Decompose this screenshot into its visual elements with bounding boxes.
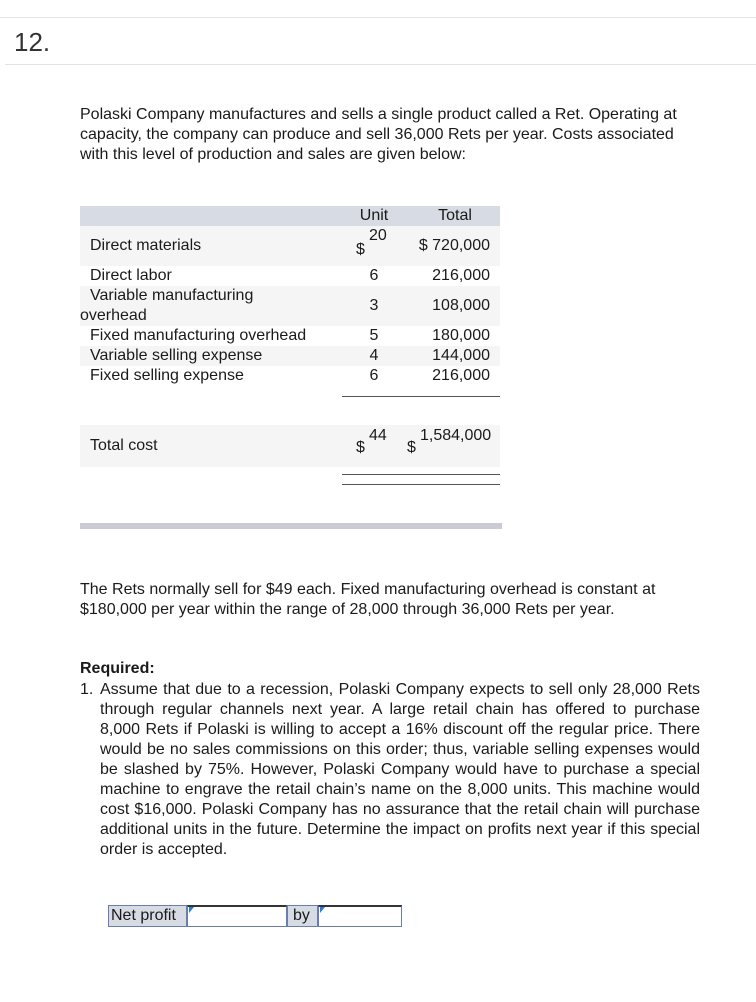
net-profit-label: Net profit — [108, 905, 187, 927]
row-label: Direct labor — [90, 267, 172, 284]
required-item — [80, 680, 700, 860]
row-total: 216,000 — [432, 367, 490, 384]
total-dollar: $ — [407, 439, 416, 456]
by-amount-input[interactable] — [318, 905, 402, 927]
header-divider — [5, 64, 756, 65]
required-item-text: Assume that due to a recession, Polaski Company expects to sell only 28,000 Rets through regular channels next year. A large retail chain has offered to purchase 8,000 Rets if Polaski is willing to accept a 16% discount off the regular price. There would be no sales commissions on this order; thus, variable selling expenses would be slashed by 75%. However, Polaski Company would have to purchase a special machine to engrave the retail chain’s name on the 8,000 units. This machine would cost $16,000. Polaski Company has no assurance that the retail chain will purchase additional units in the future. Determine the impact on profits next year if this special order is accepted. — [100, 681, 700, 858]
row-unit: 6 — [369, 367, 379, 384]
unit-header: Unit — [359, 207, 389, 224]
question-number: 12. — [14, 27, 51, 57]
row-unit: 6 — [369, 267, 379, 284]
row-total: 144,000 — [432, 347, 490, 364]
intro-paragraph: Polaski Company manufactures and sells a single product called a Ret. Operating at capacity, the company can produce and sell 36,000 Rets per year. Costs associated with this level of production and sales are given below: — [80, 106, 677, 163]
row-unit: 5 — [369, 327, 379, 344]
total-unit-dollar: $ — [356, 439, 365, 456]
flag-icon — [189, 907, 194, 913]
row-unit: 20 — [369, 227, 387, 244]
row-label: Variable selling expense — [90, 347, 263, 364]
table-footer-bar — [80, 523, 502, 529]
row-total: 180,000 — [432, 327, 490, 344]
flag-icon — [320, 907, 325, 913]
total-cost-label: Total cost — [90, 437, 158, 454]
total-header: Total — [438, 207, 472, 224]
row-label-line2: overhead — [80, 307, 147, 324]
total-unit: 44 — [369, 427, 387, 444]
required-heading: Required: — [80, 660, 155, 677]
row-label: Direct materials — [90, 237, 202, 254]
subtotal-rule — [342, 396, 500, 397]
required-item-number: 1. — [80, 681, 94, 698]
row-unit: 3 — [369, 297, 379, 314]
row-label: Fixed manufacturing overhead — [90, 327, 307, 344]
total-value: 1,584,000 — [420, 427, 492, 444]
row-unit: 4 — [369, 347, 379, 364]
top-divider — [0, 17, 756, 18]
double-rule-top — [342, 474, 500, 475]
row-total: 108,000 — [432, 297, 490, 314]
row-total: $ 720,000 — [418, 237, 490, 254]
row-total: 216,000 — [432, 267, 490, 284]
double-rule-bottom — [342, 484, 500, 485]
net-profit-select[interactable] — [187, 905, 287, 927]
by-label: by — [287, 905, 318, 927]
selling-price-paragraph: The Rets normally sell for $49 each. Fixed manufacturing overhead is constant at $180,000 per year within the range of 28,000 through 36,000 Rets per year. — [80, 581, 656, 618]
row-label: Fixed selling expense — [90, 367, 244, 384]
unit-dollar-sign: $ — [356, 241, 365, 258]
row-label-line1: Variable manufacturing — [90, 287, 254, 304]
